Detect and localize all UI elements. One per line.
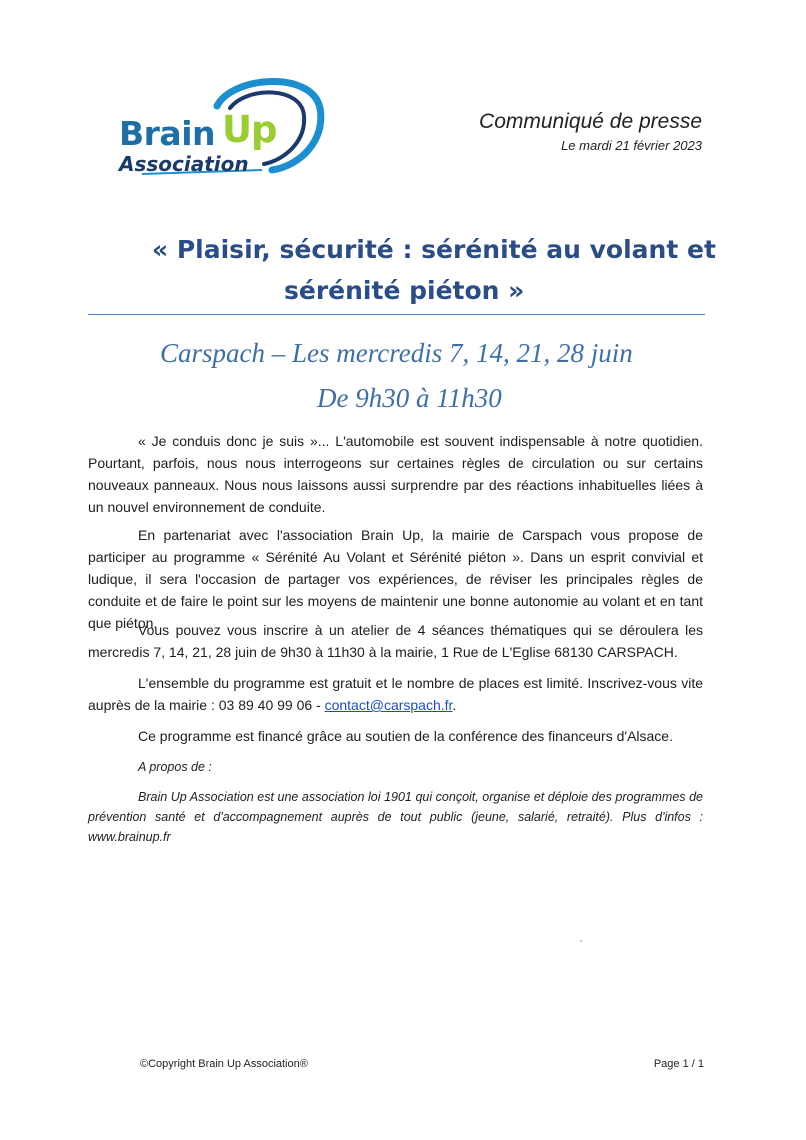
title-line-2: sérénité piéton » [284, 276, 525, 305]
logo-brain-text: Brain [119, 114, 216, 153]
registration-text: L'ensemble du programme est gratuit et le nombre de places est limité. Inscrivez-vous vite auprès de la mairie : 03 89 40 99 06 - [88, 675, 703, 713]
registration-end: . [452, 697, 457, 713]
paragraph-intro: « Je conduis donc je suis »... L'automobile est souvent indispensable à notre quotidien. Pourtant, parfois, nous nous interrogeons sur certaines règles de circulation ou sur certains nouveaux panneaux. Nous nous laissons aussi surprendre par des réactions inhabituelles liées à un nouvel environnement de conduite. [88, 433, 703, 515]
brain-up-logo [112, 78, 327, 178]
document-type: Communiqué de presse [479, 110, 702, 133]
paragraph-registration [88, 672, 703, 716]
logo-association-text: Association [119, 152, 249, 176]
title-line-1: « Plaisir, sécurité : sérénité au volant et [152, 235, 716, 264]
about-text: Brain Up Association est une association loi 1901 qui conçoit, organise et déploie des programmes de prévention santé et d'accompagnement auprès de tout public (jeune, salarié, retraité). Plus d'infos : www.brainup.fr [88, 790, 703, 844]
document-date: Le mardi 21 février 2023 [561, 138, 702, 153]
paragraph-partnership: En partenariat avec l'association Brain Up, la mairie de Carspach vous propose de participer au programme « Sérénité Au Volant et Sérénité piéton ». Dans un esprit convivial et ludique, il sera l'occasion de partager vos expériences, de réviser les principales règles de conduite et de faire le point sur les moyens de maintenir une bonne autonomie au volant et en tant que piéton. [88, 527, 703, 631]
footer-page-number: Page 1 / 1 [653, 1058, 704, 1070]
title-divider [88, 314, 705, 315]
subtitle-time: De 9h30 à 11h30 [317, 383, 502, 413]
paragraph-workshop: Vous pouvez vous inscrire à un atelier de 4 séances thématiques qui se déroulera les mercredis 7, 14, 21, 28 juin de 9h30 à 11h30 à la mairie, 1 Rue de L'Eglise 68130 CARSPACH. [88, 622, 703, 660]
about-heading: A propos de : [138, 760, 212, 774]
paragraph-funding: Ce programme est financé grâce au soutien de la conférence des financeurs d'Alsace. [138, 728, 673, 744]
scan-speck [580, 940, 582, 942]
subtitle-location-dates: Carspach – Les mercredis 7, 14, 21, 28 juin [160, 338, 633, 368]
logo-up-text: Up [222, 108, 277, 151]
contact-email-link[interactable]: contact@carspach.fr [324, 697, 453, 713]
footer-copyright: ©Copyright Brain Up Association® [140, 1058, 308, 1070]
